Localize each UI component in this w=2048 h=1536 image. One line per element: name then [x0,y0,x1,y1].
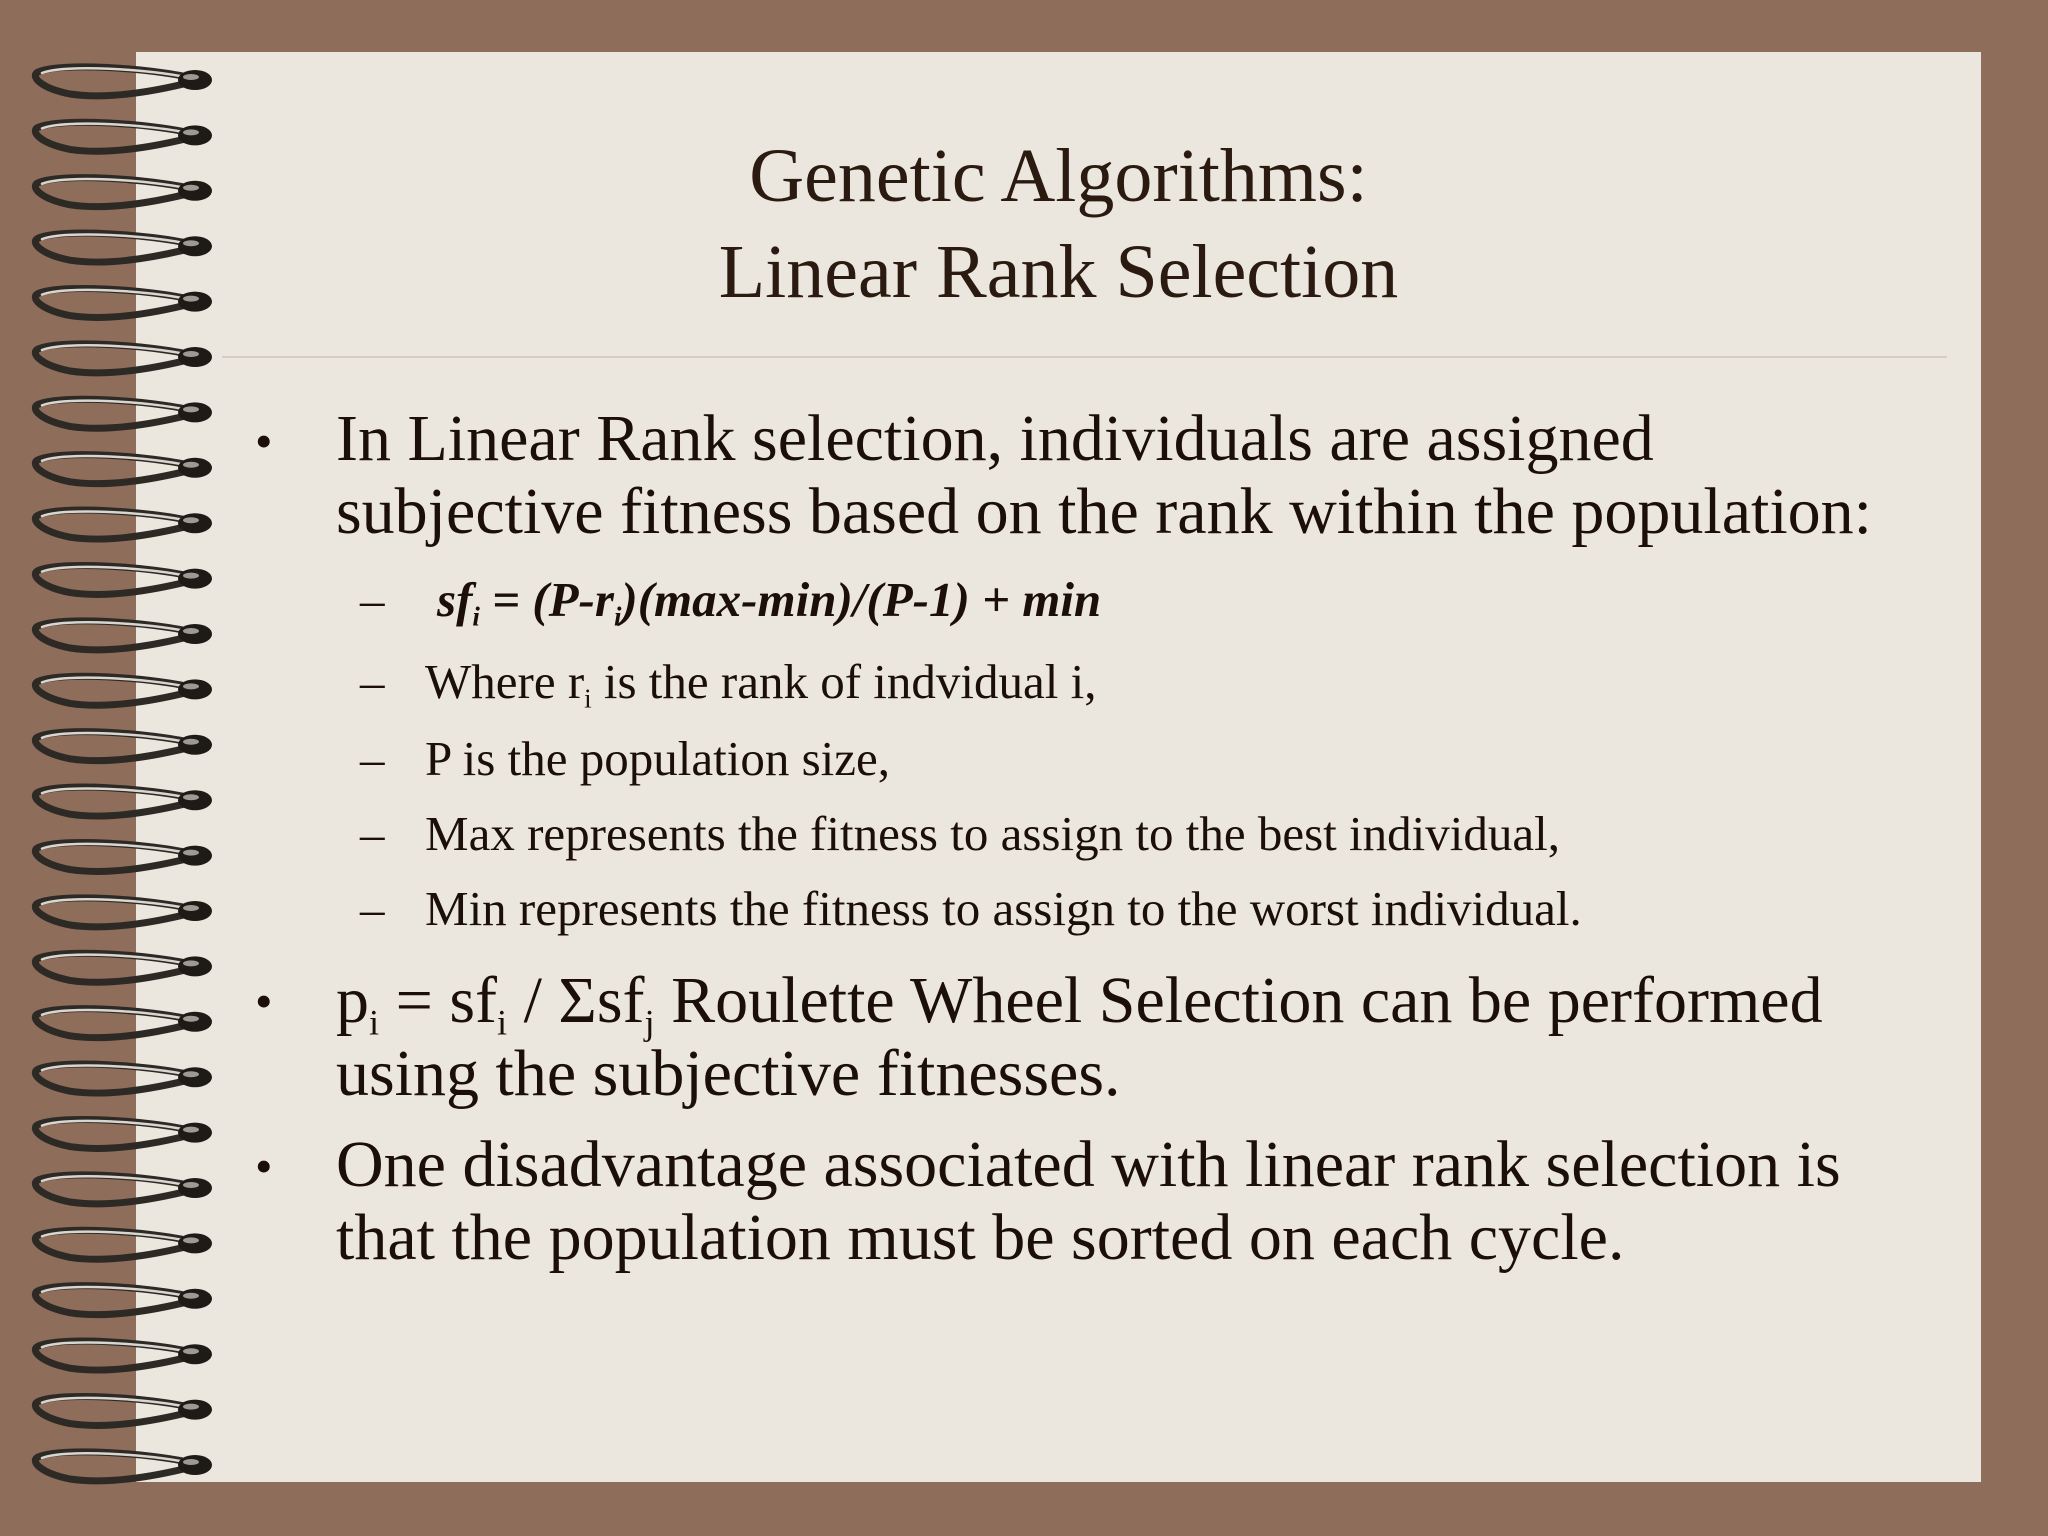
dash-marker: – [360,806,385,861]
max-line: Max represents the fitness to assign to the best individual, [425,806,1560,861]
spiral-ring [35,1064,212,1093]
spiral-ring [35,1341,212,1370]
bullet-1-line-1: In Linear Rank selection, individuals are assigned [336,402,1654,475]
bullet-2-sub-i: i [369,1002,380,1043]
where-line [425,654,1097,714]
bullet-marker: • [255,413,273,469]
spiral-ring [35,67,212,96]
bullet-1 [336,402,1872,548]
formula-line [437,572,1102,632]
spiral-ring [35,676,212,705]
bullet-1-line-2: subjective fitness based on the rank within the population: [336,475,1873,548]
formula-part-c: )(max-min)/(P-1) + min [621,572,1102,627]
bullet-2-rest: Roulette Wheel Selection can be performed [654,964,1823,1037]
spiral-ring [35,953,212,982]
title-line-1: Genetic Algorithms: [749,134,1368,218]
bullet-2 [336,964,1823,1110]
where-part-b: is the rank of indvidual i, [591,654,1097,709]
formula-part-b: = (P-r [479,572,614,627]
min-line: Min represents the fitness to assign to the worst individual. [425,881,1582,936]
spiral-ring [35,344,212,373]
bullet-3-line-1: One disadvantage associated with linear rank selection is [336,1128,1841,1201]
spiral-ring [35,898,212,927]
bullet-2-line-1 [336,964,1823,1043]
spiral-ring [35,1009,212,1038]
bullet-3-line-2: that the population must be sorted on each cycle. [336,1201,1625,1274]
dash-marker: – [360,881,385,936]
spiral-ring [35,1286,212,1315]
spiral-ring [35,1230,212,1259]
formula-sub-i: i [472,601,480,632]
spiral-ring [35,510,212,539]
spiral-ring [35,787,212,816]
bullet-2-line-2: using the subjective fitnesses. [336,1037,1121,1110]
spiral-ring [35,1452,212,1481]
bullet-2-eq: = sf [379,964,497,1037]
formula-part-a: sf [437,572,473,627]
spiral-ring [35,399,212,428]
spiral-ring [35,1396,212,1425]
title-divider [222,356,1947,358]
bullet-marker: • [255,973,273,1029]
population-size-line: P is the population size, [425,731,890,786]
bullet-2-p: p [336,964,369,1037]
bullet-2-sub-j: j [644,1002,655,1043]
where-part-a: Where r [425,654,585,709]
spiral-ring [35,842,212,871]
spiral-ring [35,455,212,484]
where-sub: i [584,683,592,714]
title-line-2: Linear Rank Selection [718,230,1399,314]
bullet-marker: • [255,1138,273,1194]
dash-marker: – [360,572,385,627]
bullet-3 [336,1128,1841,1274]
formula-sub-i2: i [613,601,622,632]
spiral-ring [35,732,212,761]
slide-title [136,128,1981,320]
dash-marker: – [360,731,385,786]
spiral-ring [35,565,212,594]
spiral-ring [35,1119,212,1148]
spiral-ring [35,621,212,650]
bullet-2-div: / Σsf [507,964,645,1037]
spiral-ring [35,1175,212,1204]
dash-marker: – [360,654,385,709]
bullet-2-sub-i2: i [496,1002,508,1043]
